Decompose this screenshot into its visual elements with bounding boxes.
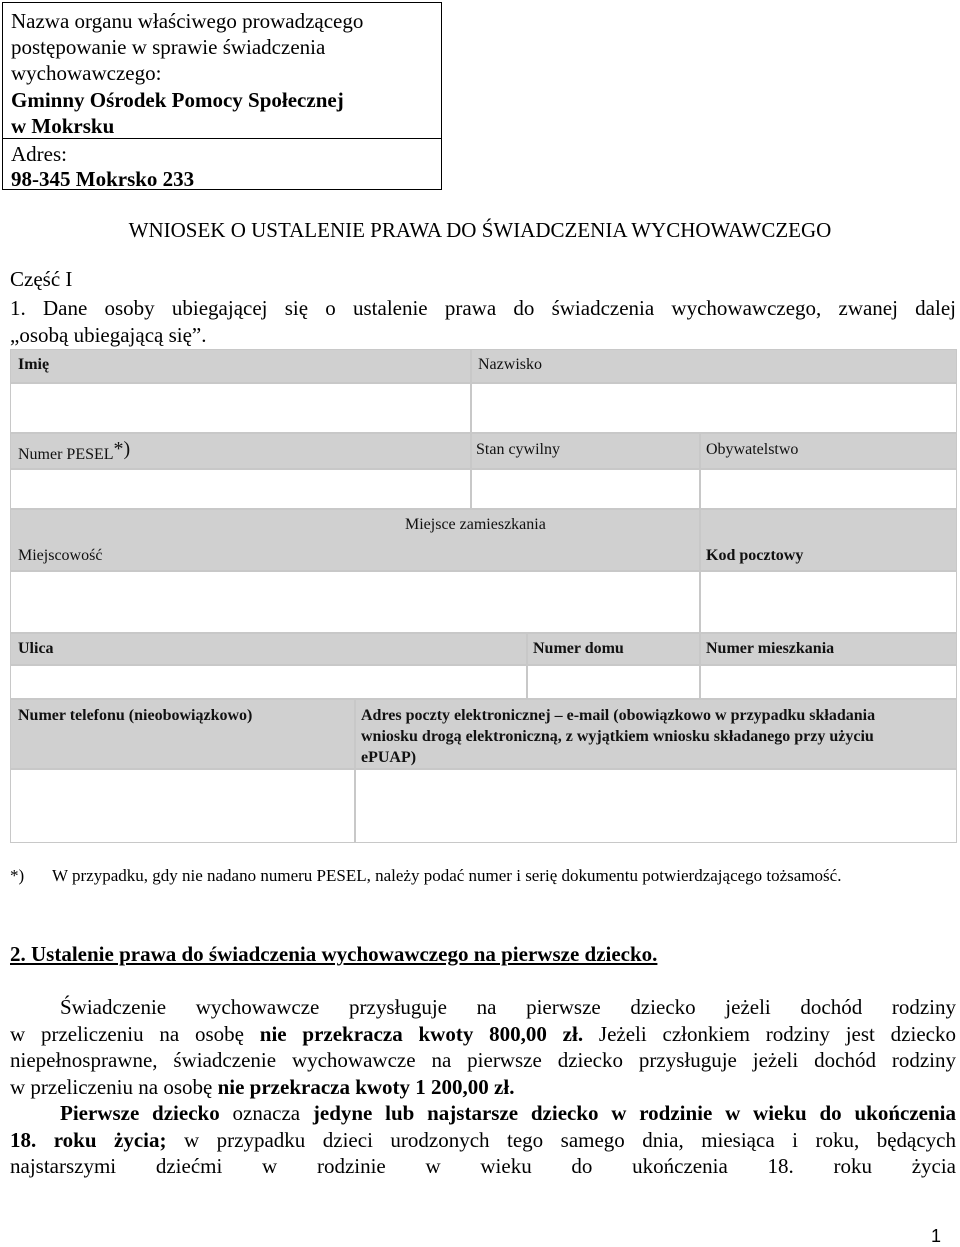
house-number-label: Numer domu xyxy=(533,640,624,657)
street-header xyxy=(10,633,527,665)
p2-line-3: najstarszymi dziećmi w rodzinie w wieku do ukończenia 18. roku życia xyxy=(10,1154,956,1178)
address-value: 98-345 Mokrsko 233 xyxy=(11,167,195,191)
email-label-line-3: ePUAP) xyxy=(361,749,417,766)
pesel-label: Numer PESEL*) xyxy=(18,438,131,463)
first-name-label: Imię xyxy=(18,356,50,373)
footnote-mark: *) xyxy=(10,866,25,885)
section1-heading-line-1: 1. Dane osoby ubiegającej się o ustalenie prawa do świadczenia wychowawczego, zwanej dalej xyxy=(10,296,956,320)
authority-box xyxy=(2,2,442,190)
citizenship-label: Obywatelstwo xyxy=(706,441,799,458)
first-name-input[interactable] xyxy=(10,383,471,433)
section2-paragraph-2 xyxy=(10,1100,956,1180)
phone-label: Numer telefonu (nieobowiązkowo) xyxy=(18,707,253,724)
citizenship-input[interactable] xyxy=(700,469,957,509)
last-name-label: Nazwisko xyxy=(478,356,542,373)
p1-line-4: w przeliczeniu na osobę nie przekracza kwoty 1 200,00 zł. xyxy=(10,1074,515,1099)
authority-name-line-1: Gminny Ośrodek Pomocy Społecznej xyxy=(11,88,344,112)
pesel-footnote-mark: *) xyxy=(113,438,131,460)
last-name-input[interactable] xyxy=(471,383,957,433)
postal-code-label: Kod pocztowy xyxy=(706,547,804,564)
town-label: Miejscowość xyxy=(18,547,103,564)
town-input[interactable] xyxy=(10,571,700,633)
p1-line-3: niepełnosprawne, świadczenie wychowawcze na pierwsze dziecko przysługuje jeżeli dochód rodziny xyxy=(10,1048,956,1072)
authority-divider xyxy=(3,138,441,139)
footnote-text: W przypadku, gdy nie nadano numeru PESEL, należy podać numer i serię dokumentu potwierdzającego tożsamość. xyxy=(52,866,842,885)
phone-input[interactable] xyxy=(10,769,355,843)
section1-heading xyxy=(10,295,956,349)
street-input[interactable] xyxy=(10,665,527,699)
email-label-line-2: wniosku drogą elektroniczną, z wyjątkiem wniosku składanego przy użyciu xyxy=(361,728,874,745)
page-number: 1 xyxy=(931,1226,942,1246)
email-label-line-1: Adres poczty elektronicznej – e-mail (obowiązkowo w przypadku składania xyxy=(361,707,876,724)
p2-line-1: Pierwsze dziecko oznacza jedyne lub najstarsze dziecko w rodzinie w wieku do ukończenia xyxy=(60,1101,956,1125)
authority-label-line-3: wychowawczego: xyxy=(11,61,162,85)
p2-line-2: 18. roku życia; w przypadku dzieci urodzonych tego samego dnia, miesiąca i roku, będących xyxy=(10,1127,956,1152)
authority-label-line-2: postępowanie w sprawie świadczenia xyxy=(11,35,326,59)
pesel-footnote xyxy=(10,866,841,886)
first-name-header xyxy=(10,349,471,383)
town-header xyxy=(10,509,700,571)
address-label: Adres: xyxy=(11,142,67,166)
section2-heading: 2. Ustalenie prawa do świadczenia wychowawczego na pierwsze dziecko. xyxy=(10,942,658,966)
house-number-input[interactable] xyxy=(527,665,700,699)
postal-code-input[interactable] xyxy=(700,571,957,633)
authority-name-line-2: w Mokrsku xyxy=(11,114,115,138)
section1-heading-line-2: „osobą ubiegającą się”. xyxy=(10,323,207,347)
street-label: Ulica xyxy=(18,640,54,657)
residence-label: Miejsce zamieszkania xyxy=(405,516,546,533)
part-label: Część I xyxy=(10,267,73,291)
p1-line-2: w przeliczeniu na osobę nie przekracza kwoty 800,00 zł. Jeżeli członkiem rodziny jest dziecko xyxy=(10,1021,956,1046)
form-title: WNIOSEK O USTALENIE PRAWA DO ŚWIADCZENIA WYCHOWAWCZEGO xyxy=(128,218,832,242)
apartment-number-label: Numer mieszkania xyxy=(706,640,835,657)
marital-status-input[interactable] xyxy=(471,469,700,509)
email-input[interactable] xyxy=(355,769,957,843)
p1-line-1: Świadczenie wychowawcze przysługuje na pierwsze dziecko jeżeli dochód rodziny xyxy=(60,995,956,1019)
section2-paragraph-1 xyxy=(10,994,956,1100)
last-name-header xyxy=(471,349,957,383)
pesel-input[interactable] xyxy=(10,469,471,509)
authority-label-line-1: Nazwa organu właściwego prowadzącego xyxy=(11,9,364,33)
apartment-number-input[interactable] xyxy=(700,665,957,699)
marital-status-label: Stan cywilny xyxy=(476,441,560,458)
